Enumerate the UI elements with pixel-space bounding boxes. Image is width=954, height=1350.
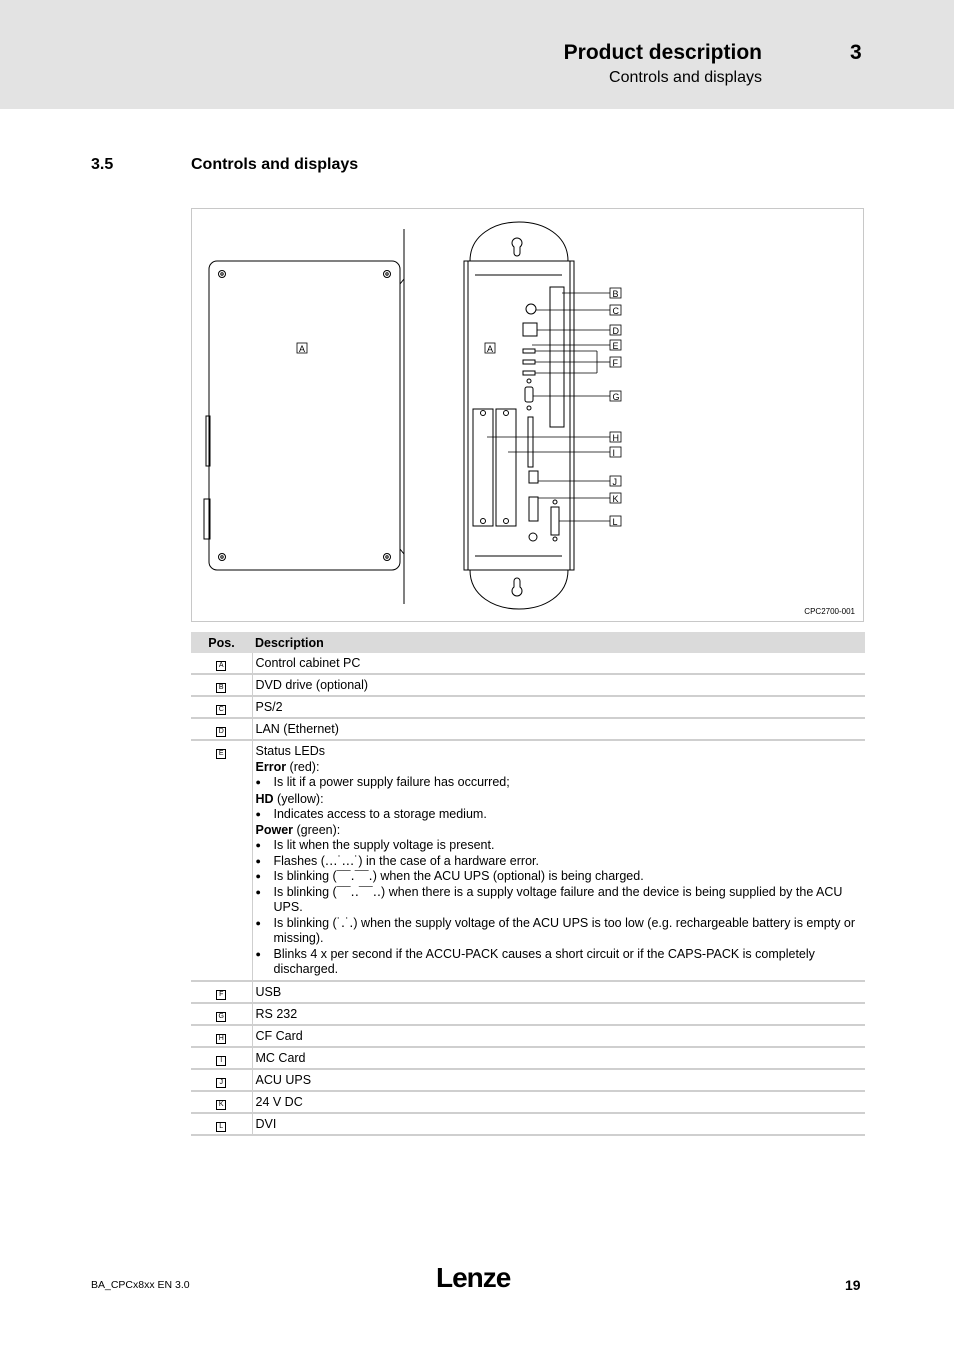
error-color: (red): bbox=[286, 760, 320, 774]
bottom-mount-tab bbox=[470, 570, 568, 609]
side-view-housing bbox=[209, 261, 400, 570]
error-item: ● Is lit if a power supply failure has occurred; bbox=[256, 775, 863, 791]
label-a-front: A bbox=[487, 344, 494, 354]
row-description: RS 232 bbox=[252, 1003, 865, 1025]
table-row bbox=[191, 1003, 865, 1025]
callout-label-d: D bbox=[612, 326, 619, 336]
pos-key: A bbox=[216, 661, 226, 671]
power-item: ● Is blinking (˙․˙․) when the supply voltage of the ACU UPS is too low (e.g. rechargeable battery is empty or missing). bbox=[256, 916, 863, 947]
row-description: CF Card bbox=[252, 1025, 865, 1047]
front-view-housing bbox=[464, 261, 574, 570]
usb-port-icon bbox=[523, 349, 535, 353]
ps2-port-icon bbox=[526, 304, 536, 314]
table-row bbox=[191, 1069, 865, 1091]
table-row bbox=[191, 981, 865, 1003]
keyhole-icon bbox=[512, 578, 522, 596]
pos-key: D bbox=[216, 727, 226, 737]
table-row bbox=[191, 718, 865, 740]
ground-screw-icon bbox=[529, 533, 537, 541]
chapter-number: 3 bbox=[850, 41, 862, 64]
callout-label-l: L bbox=[612, 517, 618, 527]
table-header-row bbox=[191, 632, 865, 653]
usb-port-icon bbox=[523, 360, 535, 364]
table-row bbox=[191, 1091, 865, 1113]
slot-card-1 bbox=[473, 409, 493, 526]
row-description: DVD drive (optional) bbox=[252, 674, 865, 696]
row-description: 24 V DC bbox=[252, 1091, 865, 1113]
device-figure bbox=[191, 208, 864, 622]
page-number: 19 bbox=[845, 1277, 861, 1293]
power-label: Power bbox=[255, 823, 294, 837]
row-description: ACU UPS bbox=[252, 1069, 865, 1091]
hd-item: ● Indicates access to a storage medium. bbox=[256, 807, 863, 823]
row-description: USB bbox=[252, 981, 865, 1003]
section-number: 3.5 bbox=[91, 156, 114, 173]
description-table bbox=[191, 632, 865, 1136]
pos-key: H bbox=[216, 1034, 226, 1044]
power-item: ● Is lit when the supply voltage is present. bbox=[256, 838, 863, 854]
col-header-description: Description bbox=[252, 632, 865, 653]
status-leds-title: Status LEDs bbox=[255, 744, 325, 758]
slot-card-2 bbox=[496, 409, 516, 526]
power-item: ● Flashes (․․․˙․․․˙) in the case of a hardware error. bbox=[256, 854, 863, 870]
row-description: DVI bbox=[252, 1113, 865, 1135]
table-row bbox=[191, 1113, 865, 1135]
row-description: Control cabinet PC bbox=[252, 653, 865, 674]
table-row-status-leds bbox=[191, 740, 865, 981]
power-color: (green): bbox=[293, 823, 341, 837]
callout-label-c: C bbox=[612, 306, 619, 316]
callout-label-b: B bbox=[612, 289, 619, 299]
power-item: ● Is blinking (¯¯․¯¯․) when the ACU UPS (optional) is being charged. bbox=[256, 869, 863, 885]
mounting-screw-icons bbox=[219, 271, 391, 561]
row-description: LAN (Ethernet) bbox=[252, 718, 865, 740]
status-leds-description bbox=[252, 740, 865, 981]
table-row bbox=[191, 653, 865, 674]
table-row bbox=[191, 1047, 865, 1069]
power-item: ● Blinks 4 x per second if the ACCU-PACK causes a short circuit or if the CAPS-PACK is completely discharged. bbox=[256, 947, 863, 978]
pos-key: B bbox=[216, 683, 226, 693]
callout-label-e: E bbox=[612, 341, 619, 351]
page-title: Product description bbox=[563, 41, 762, 64]
cf-card-slot bbox=[528, 417, 533, 467]
pos-key: K bbox=[216, 1100, 226, 1110]
section-title: Controls and displays bbox=[191, 156, 359, 173]
footer-document-id: BA_CPCx8xx EN 3.0 bbox=[91, 1279, 190, 1291]
rs232-port-icon bbox=[525, 387, 533, 402]
pos-key: F bbox=[216, 990, 226, 1000]
table-row bbox=[191, 696, 865, 718]
pos-key: E bbox=[216, 749, 226, 759]
table-row bbox=[191, 1025, 865, 1047]
dvd-drive bbox=[550, 287, 564, 427]
dvi-port-icon bbox=[551, 507, 559, 535]
callout-label-k: K bbox=[612, 494, 619, 504]
hd-color: (yellow): bbox=[273, 791, 324, 806]
figure-code: CPC2700-001 bbox=[804, 607, 855, 616]
label-a-side: A bbox=[299, 344, 306, 354]
hd-label: HD bbox=[255, 791, 274, 806]
table-row bbox=[191, 674, 865, 696]
page-subtitle: Controls and displays bbox=[609, 69, 762, 86]
callout-label-h: H bbox=[612, 433, 619, 443]
callout-label-i: I bbox=[612, 448, 616, 458]
callout-lines bbox=[487, 293, 610, 521]
pos-key: L bbox=[216, 1122, 226, 1132]
row-description: MC Card bbox=[252, 1047, 865, 1069]
pos-key: J bbox=[216, 1078, 226, 1088]
callout-labels bbox=[297, 343, 495, 354]
device-drawing bbox=[192, 209, 865, 623]
col-header-pos: Pos. bbox=[191, 632, 252, 653]
lenze-logo: Lenze bbox=[436, 1262, 511, 1293]
pos-key: C bbox=[216, 705, 226, 715]
dc-24v-connector bbox=[529, 497, 538, 521]
callout-label-g: G bbox=[612, 392, 620, 402]
usb-port-icon bbox=[523, 371, 535, 375]
row-description: PS/2 bbox=[252, 696, 865, 718]
callout-label-j: J bbox=[612, 477, 617, 487]
callout-label-f: F bbox=[612, 358, 618, 368]
pos-key: G bbox=[216, 1012, 226, 1022]
lan-port-icon bbox=[523, 323, 537, 336]
pos-key: I bbox=[216, 1056, 226, 1066]
header-band bbox=[0, 0, 954, 109]
power-item: ● Is blinking (¯¯․․¯¯․․) when there is a supply voltage failure and the device is being supplied by the ACU UPS. bbox=[256, 885, 863, 916]
error-label: Error bbox=[255, 760, 287, 774]
keyhole-icon bbox=[512, 238, 522, 256]
acu-ups-connector bbox=[529, 471, 538, 483]
